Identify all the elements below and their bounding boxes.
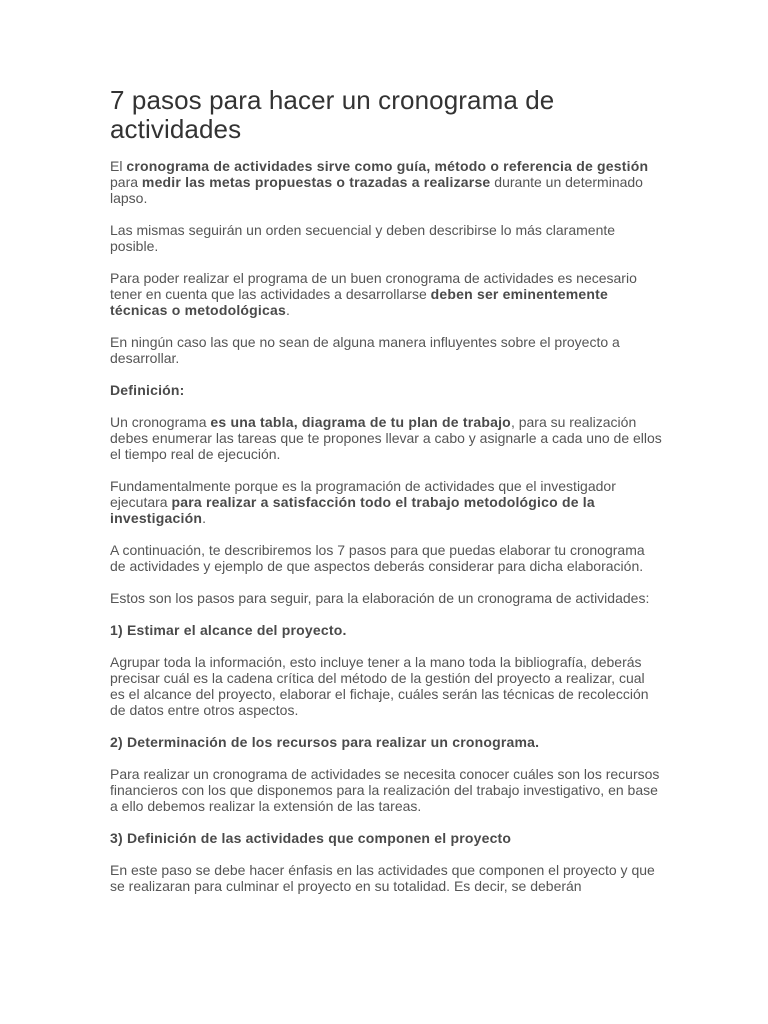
definition-bold: es una tabla, diagrama de tu plan de trabajo [210,414,511,430]
paragraph-technical [110,270,662,318]
step-2-heading: 2) Determinación de los recursos para realizar un cronograma. [110,734,540,750]
page-title: 7 pasos para hacer un cronograma de actividades [110,85,555,144]
step-3-text: En este paso se debe hacer énfasis en las actividades que componen el proyecto y que se realizaran para culminar el proyecto en su totalidad. Es decir, se deberán [110,862,655,894]
paragraph-influence: En ningún caso las que no sean de alguna manera influyentes sobre el proyecto a desarrollar. [110,334,620,366]
intro-bold-2: medir las metas propuestas o trazadas a realizarse [141,174,491,190]
step-1-heading: 1) Estimar el alcance del proyecto. [110,622,347,638]
technical-text-1: Para poder realizar el programa de un buen cronograma de actividades es necesario tener en cuenta que las actividades a desarrollarse [110,270,637,302]
intro-text-2: para [110,174,142,190]
programming-text-1: Fundamentalmente porque es la programación de actividades que el investigador ejecutara [110,478,616,510]
step-3-heading: 3) Definición de las actividades que componen el proyecto [110,830,512,846]
paragraph-programming [110,478,662,526]
paragraph-definition [110,414,662,462]
programming-bold: para realizar a satisfacción todo el trabajo metodológico de la investigación [110,494,595,526]
intro-bold-1: cronograma de actividades sirve como guía, método o referencia de gestión [126,158,649,174]
definition-text-1: Un cronograma [110,414,211,430]
definition-text-2: , para su realización debes enumerar las tareas que te propones llevar a cabo y asignarle a cada uno de ellos el tiempo real de ejecución. [110,414,662,462]
paragraph-steps-intro: Estos son los pasos para seguir, para la elaboración de un cronograma de actividades: [110,590,650,606]
intro-paragraph [110,158,662,206]
step-2-text: Para realizar un cronograma de actividades se necesita conocer cuáles son los recursos financieros con los que disponemos para la realización del trabajo investigativo, en base a ello debemos realizar la extensión de las tareas. [110,766,660,814]
definition-heading: Definición: [110,382,185,398]
technical-text-2: . [285,302,290,318]
document-page [110,86,662,910]
technical-bold: deben ser eminentemente técnicas o metodológicas [110,286,608,318]
programming-text-2: . [202,510,206,526]
paragraph-continuation: A continuación, te describiremos los 7 pasos para que puedas elaborar tu cronograma de actividades y ejemplo de que aspectos deberás considerar para dicha elaboración. [110,542,645,574]
intro-text-3: durante un determinado lapso. [110,174,643,206]
step-1-text: Agrupar toda la información, esto incluye tener a la mano toda la bibliografía, deberás precisar cuál es la cadena crítica del método de la gestión del proyecto a realizar, cual es el alcance del proyecto, elaborar el fichaje, cuáles serán las técnicas de recolección de datos entre otros aspectos. [110,654,649,718]
paragraph-order: Las mismas seguirán un orden secuencial y deben describirse lo más claramente posible. [110,222,616,254]
intro-text-1: El [110,158,127,174]
